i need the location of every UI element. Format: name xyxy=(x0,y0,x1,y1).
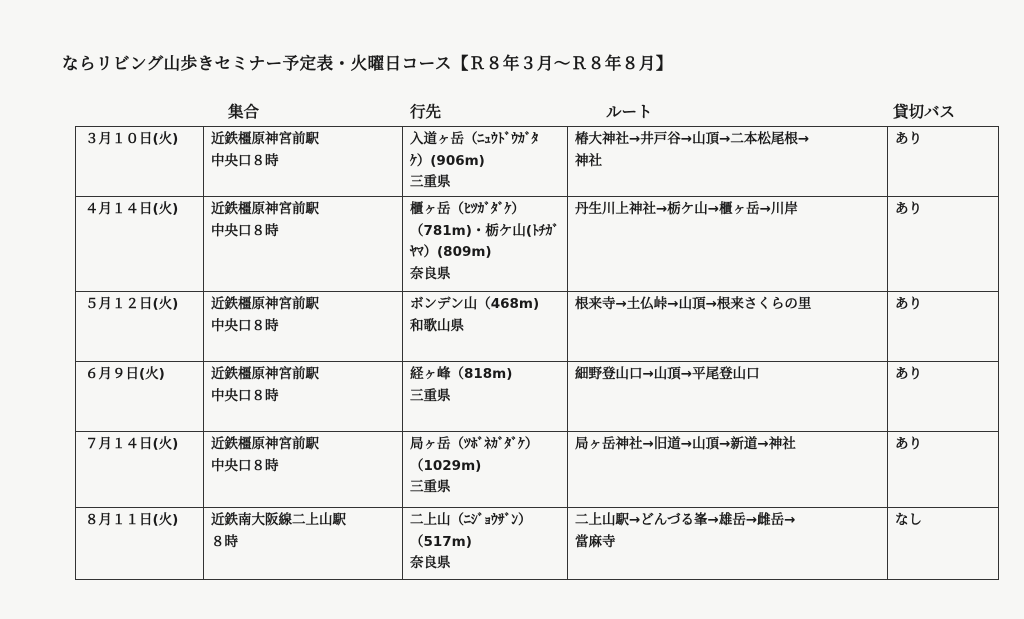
bus-cell: なし xyxy=(888,508,999,580)
route-cell: 二上山駅→どんづる峯→雄岳→雌岳→ 當麻寺 xyxy=(568,508,888,580)
table-row xyxy=(76,127,999,197)
date-cell: ８月１１日(火) xyxy=(76,508,204,580)
destination-cell: 経ヶ峰（818m) 三重県 xyxy=(403,362,568,432)
table-row xyxy=(76,292,999,362)
header-route: ルート xyxy=(606,103,653,121)
destination-cell: 櫃ヶ岳（ﾋﾂｶﾞﾀﾞｹ） （781m)・栃ケ山(ﾄﾁｶﾞ ﾔﾏ）(809m) 奈良県 xyxy=(403,197,568,292)
page-title: ならリビング山歩きセミナー予定表・火曜日コース【Ｒ８年３月～Ｒ８年８月】 xyxy=(62,54,673,73)
route-cell: 丹生川上神社→栃ケ山→櫃ヶ岳→川岸 xyxy=(568,197,888,292)
route-cell: 局ヶ岳神社→旧道→山頂→新道→神社 xyxy=(568,432,888,508)
bus-cell: あり xyxy=(888,362,999,432)
meeting-cell: 近鉄橿原神宮前駅 中央口８時 xyxy=(204,292,403,362)
table-row xyxy=(76,432,999,508)
bus-cell: あり xyxy=(888,292,999,362)
meeting-cell: 近鉄橿原神宮前駅 中央口８時 xyxy=(204,127,403,197)
bus-cell: あり xyxy=(888,197,999,292)
route-cell: 細野登山口→山頂→平尾登山口 xyxy=(568,362,888,432)
meeting-cell: 近鉄南大阪線二上山駅 ８時 xyxy=(204,508,403,580)
date-cell: ７月１４日(火) xyxy=(76,432,204,508)
header-destination: 行先 xyxy=(410,103,442,121)
table-row xyxy=(76,362,999,432)
route-cell: 椿大神社→井戸谷→山頂→二本松尾根→ 神社 xyxy=(568,127,888,197)
table-row xyxy=(76,508,999,580)
meeting-cell: 近鉄橿原神宮前駅 中央口８時 xyxy=(204,197,403,292)
bus-cell: あり xyxy=(888,432,999,508)
date-cell: ３月１０日(火) xyxy=(76,127,204,197)
header-bus: 貸切バス xyxy=(893,103,956,121)
destination-cell: 入道ヶ岳（ﾆｭｳﾄﾞｳｶﾞﾀ ｹ）(906m) 三重県 xyxy=(403,127,568,197)
table-row xyxy=(76,197,999,292)
date-cell: ６月９日(火) xyxy=(76,362,204,432)
route-cell: 根来寺→土仏峠→山頂→根来さくらの里 xyxy=(568,292,888,362)
date-cell: ４月１４日(火) xyxy=(76,197,204,292)
date-cell: ５月１２日(火) xyxy=(76,292,204,362)
header-meeting: 集合 xyxy=(228,103,260,121)
destination-cell: ボンデン山（468m) 和歌山県 xyxy=(403,292,568,362)
schedule-table xyxy=(75,126,999,580)
meeting-cell: 近鉄橿原神宮前駅 中央口８時 xyxy=(204,432,403,508)
bus-cell: あり xyxy=(888,127,999,197)
destination-cell: 局ヶ岳（ﾂﾎﾞﾈｶﾞﾀﾞｹ） （1029m) 三重県 xyxy=(403,432,568,508)
meeting-cell: 近鉄橿原神宮前駅 中央口８時 xyxy=(204,362,403,432)
destination-cell: 二上山（ﾆｼﾞｮｳｻﾞﾝ） （517m) 奈良県 xyxy=(403,508,568,580)
